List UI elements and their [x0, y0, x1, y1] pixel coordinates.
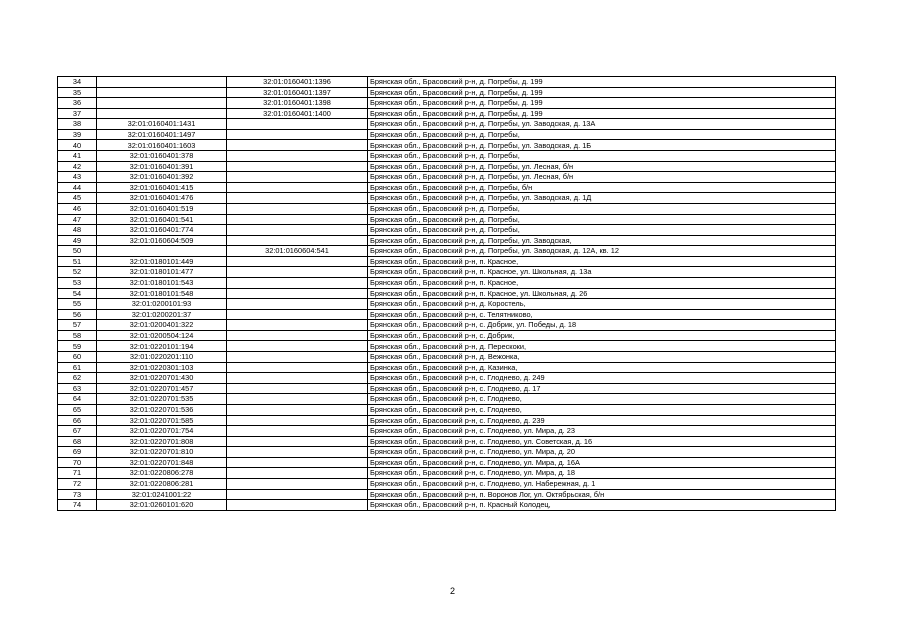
row-number-cell: 67 [58, 426, 97, 437]
cadastral-number-cell: 32:01:0220201:110 [97, 352, 227, 363]
page-number: 2 [449, 586, 455, 596]
cadastral-number-alt-cell [227, 394, 368, 405]
address-cell: Брянская обл., Брасовский р-н, д. Погребы, ул. Заводская, д. 1Д [368, 193, 836, 204]
cadastral-number-cell: 32:01:0220806:281 [97, 478, 227, 489]
address-cell: Брянская обл., Брасовский р-н, д. Погребы, ул. Заводская, д. 1Б [368, 140, 836, 151]
table-row [58, 330, 836, 341]
cadastral-number-alt-cell [227, 478, 368, 489]
address-cell: Брянская обл., Брасовский р-н, с. Глоднево, д. 17 [368, 383, 836, 394]
cadastral-number-cell: 32:01:0200101:93 [97, 299, 227, 310]
table-row [58, 172, 836, 183]
table-row [58, 119, 836, 130]
table-row [58, 225, 836, 236]
cadastral-number-cell: 32:01:0220701:535 [97, 394, 227, 405]
table-body [58, 77, 836, 511]
cadastral-number-alt-cell [227, 309, 368, 320]
cadastral-number-cell: 32:01:0260101:620 [97, 500, 227, 511]
row-number-cell: 73 [58, 489, 97, 500]
table-row [58, 352, 836, 363]
row-number-cell: 48 [58, 225, 97, 236]
cadastral-number-alt-cell [227, 468, 368, 479]
cadastral-number-cell: 32:01:0180101:543 [97, 277, 227, 288]
table-row [58, 151, 836, 162]
table-row [58, 98, 836, 109]
cadastral-number-cell: 32:01:0220701:536 [97, 404, 227, 415]
cadastral-number-alt-cell [227, 129, 368, 140]
row-number-cell: 69 [58, 447, 97, 458]
table-row [58, 140, 836, 151]
address-cell: Брянская обл., Брасовский р-н, д. Погребы, д. 199 [368, 98, 836, 109]
address-cell: Брянская обл., Брасовский р-н, п. Красное, [368, 277, 836, 288]
row-number-cell: 68 [58, 436, 97, 447]
cadastral-number-alt-cell [227, 447, 368, 458]
cadastral-number-cell: 32:01:0160401:476 [97, 193, 227, 204]
cadastral-number-cell: 32:01:0180101:548 [97, 288, 227, 299]
address-cell: Брянская обл., Брасовский р-н, с. Добрик, ул. Победы, д. 18 [368, 320, 836, 331]
cadastral-number-alt-cell [227, 341, 368, 352]
table-row [58, 320, 836, 331]
row-number-cell: 47 [58, 214, 97, 225]
row-number-cell: 56 [58, 309, 97, 320]
cadastral-number-cell: 32:01:0180101:477 [97, 267, 227, 278]
row-number-cell: 46 [58, 203, 97, 214]
row-number-cell: 36 [58, 98, 97, 109]
row-number-cell: 41 [58, 151, 97, 162]
cadastral-number-cell: 32:01:0220101:194 [97, 341, 227, 352]
row-number-cell: 66 [58, 415, 97, 426]
cadastral-number-cell: 32:01:0220806:278 [97, 468, 227, 479]
cadastral-number-alt-cell [227, 161, 368, 172]
cadastral-number-alt-cell [227, 151, 368, 162]
cadastral-number-alt-cell [227, 383, 368, 394]
row-number-cell: 63 [58, 383, 97, 394]
row-number-cell: 34 [58, 77, 97, 88]
address-cell: Брянская обл., Брасовский р-н, п. Красный Колодец, [368, 500, 836, 511]
table-row [58, 447, 836, 458]
cadastral-number-alt-cell [227, 489, 368, 500]
table-row [58, 373, 836, 384]
row-number-cell: 42 [58, 161, 97, 172]
cadastral-number-alt-cell [227, 203, 368, 214]
cadastral-number-cell [97, 98, 227, 109]
row-number-cell: 71 [58, 468, 97, 479]
cadastral-number-alt-cell [227, 256, 368, 267]
cadastral-number-cell: 32:01:0220701:848 [97, 457, 227, 468]
address-cell: Брянская обл., Брасовский р-н, с. Глоднево, [368, 404, 836, 415]
table-row [58, 193, 836, 204]
cadastral-number-alt-cell [227, 225, 368, 236]
row-number-cell: 38 [58, 119, 97, 130]
cadastral-number-cell: 32:01:0220301:103 [97, 362, 227, 373]
table-row [58, 235, 836, 246]
address-cell: Брянская обл., Брасовский р-н, с. Добрик, [368, 330, 836, 341]
table-row [58, 500, 836, 511]
cadastral-number-alt-cell [227, 267, 368, 278]
address-cell: Брянская обл., Брасовский р-н, д. Погребы, ул. Заводская, [368, 235, 836, 246]
table-row [58, 309, 836, 320]
row-number-cell: 55 [58, 299, 97, 310]
table-row [58, 77, 836, 88]
row-number-cell: 43 [58, 172, 97, 183]
address-cell: Брянская обл., Брасовский р-н, п. Красное, [368, 256, 836, 267]
address-cell: Брянская обл., Брасовский р-н, с. Глоднево, ул. Мира, д. 16А [368, 457, 836, 468]
cadastral-number-cell: 32:01:0160401:378 [97, 151, 227, 162]
table-row [58, 489, 836, 500]
cadastral-number-cell: 32:01:0200201:37 [97, 309, 227, 320]
cadastral-number-alt-cell [227, 320, 368, 331]
table-row [58, 267, 836, 278]
table-row [58, 404, 836, 415]
cadastral-number-cell: 32:01:0241001:22 [97, 489, 227, 500]
address-cell: Брянская обл., Брасовский р-н, с. Глоднево, д. 239 [368, 415, 836, 426]
address-cell: Брянская обл., Брасовский р-н, д. Погребы, [368, 225, 836, 236]
cadastral-number-alt-cell [227, 288, 368, 299]
cadastral-number-alt-cell [227, 172, 368, 183]
table-row [58, 383, 836, 394]
address-cell: Брянская обл., Брасовский р-н, с. Глоднево, ул. Советская, д. 16 [368, 436, 836, 447]
address-cell: Брянская обл., Брасовский р-н, п. Воронов Лог, ул. Октябрьская, б/н [368, 489, 836, 500]
address-cell: Брянская обл., Брасовский р-н, д. Погребы, д. 199 [368, 87, 836, 98]
address-cell: Брянская обл., Брасовский р-н, с. Глоднево, д. 249 [368, 373, 836, 384]
cadastral-number-cell: 32:01:0160401:1497 [97, 129, 227, 140]
address-cell: Брянская обл., Брасовский р-н, д. Вежонка, [368, 352, 836, 363]
row-number-cell: 62 [58, 373, 97, 384]
cadastral-number-alt-cell [227, 436, 368, 447]
row-number-cell: 54 [58, 288, 97, 299]
row-number-cell: 39 [58, 129, 97, 140]
address-cell: Брянская обл., Брасовский р-н, д. Погребы, ул. Заводская, д. 13А [368, 119, 836, 130]
register-table [57, 76, 836, 511]
table-row [58, 299, 836, 310]
cadastral-number-alt-cell [227, 352, 368, 363]
address-cell: Брянская обл., Брасовский р-н, д. Коростель, [368, 299, 836, 310]
row-number-cell: 35 [58, 87, 97, 98]
table-row [58, 457, 836, 468]
address-cell: Брянская обл., Брасовский р-н, д. Погребы, [368, 214, 836, 225]
cadastral-number-alt-cell: 32:01:0160604:541 [227, 246, 368, 257]
address-cell: Брянская обл., Брасовский р-н, с. Глоднево, ул. Мира, д. 18 [368, 468, 836, 479]
cadastral-number-cell: 32:01:0160401:415 [97, 182, 227, 193]
row-number-cell: 52 [58, 267, 97, 278]
cadastral-number-alt-cell [227, 119, 368, 130]
cadastral-number-alt-cell: 32:01:0160401:1396 [227, 77, 368, 88]
address-cell: Брянская обл., Брасовский р-н, с. Глоднево, ул. Мира, д. 20 [368, 447, 836, 458]
address-cell: Брянская обл., Брасовский р-н, д. Погребы, [368, 151, 836, 162]
row-number-cell: 58 [58, 330, 97, 341]
cadastral-number-alt-cell [227, 500, 368, 511]
address-cell: Брянская обл., Брасовский р-н, д. Погребы, ул. Лесная, б/н [368, 172, 836, 183]
cadastral-number-alt-cell: 32:01:0160401:1398 [227, 98, 368, 109]
row-number-cell: 50 [58, 246, 97, 257]
address-cell: Брянская обл., Брасовский р-н, д. Казинка, [368, 362, 836, 373]
table-row [58, 203, 836, 214]
address-cell: Брянская обл., Брасовский р-н, с. Глоднево, [368, 394, 836, 405]
row-number-cell: 61 [58, 362, 97, 373]
cadastral-number-cell: 32:01:0160401:774 [97, 225, 227, 236]
address-cell: Брянская обл., Брасовский р-н, д. Погребы, д. 199 [368, 108, 836, 119]
address-cell: Брянская обл., Брасовский р-н, д. Погребы, [368, 129, 836, 140]
table-row [58, 182, 836, 193]
row-number-cell: 64 [58, 394, 97, 405]
table-row [58, 341, 836, 352]
cadastral-number-alt-cell [227, 193, 368, 204]
row-number-cell: 40 [58, 140, 97, 151]
table-row [58, 256, 836, 267]
address-cell: Брянская обл., Брасовский р-н, д. Погребы, ул. Заводская, д. 12А, кв. 12 [368, 246, 836, 257]
row-number-cell: 44 [58, 182, 97, 193]
cadastral-number-cell: 32:01:0160604:509 [97, 235, 227, 246]
table-row [58, 87, 836, 98]
cadastral-number-alt-cell [227, 362, 368, 373]
cadastral-number-alt-cell: 32:01:0160401:1397 [227, 87, 368, 98]
cadastral-number-alt-cell [227, 373, 368, 384]
table-row [58, 468, 836, 479]
table-row [58, 436, 836, 447]
cadastral-number-cell: 32:01:0160401:1603 [97, 140, 227, 151]
table-row [58, 394, 836, 405]
table-row [58, 214, 836, 225]
cadastral-number-alt-cell [227, 457, 368, 468]
row-number-cell: 37 [58, 108, 97, 119]
row-number-cell: 53 [58, 277, 97, 288]
address-cell: Брянская обл., Брасовский р-н, с. Телятниково, [368, 309, 836, 320]
table-row [58, 415, 836, 426]
cadastral-number-cell: 32:01:0160401:541 [97, 214, 227, 225]
cadastral-number-alt-cell: 32:01:0160401:1400 [227, 108, 368, 119]
cadastral-number-alt-cell [227, 235, 368, 246]
cadastral-number-cell [97, 108, 227, 119]
row-number-cell: 72 [58, 478, 97, 489]
cadastral-number-alt-cell [227, 277, 368, 288]
cadastral-number-cell: 32:01:0220701:754 [97, 426, 227, 437]
address-cell: Брянская обл., Брасовский р-н, д. Перескоки, [368, 341, 836, 352]
row-number-cell: 51 [58, 256, 97, 267]
cadastral-number-cell: 32:01:0160401:1431 [97, 119, 227, 130]
cadastral-number-alt-cell [227, 415, 368, 426]
address-cell: Брянская обл., Брасовский р-н, п. Красное, ул. Школьная, д. 13а [368, 267, 836, 278]
table-row [58, 288, 836, 299]
address-cell: Брянская обл., Брасовский р-н, п. Красное, ул. Школьная, д. 26 [368, 288, 836, 299]
cadastral-number-cell: 32:01:0220701:585 [97, 415, 227, 426]
address-cell: Брянская обл., Брасовский р-н, д. Погребы, б/н [368, 182, 836, 193]
address-cell: Брянская обл., Брасовский р-н, д. Погребы, [368, 203, 836, 214]
cadastral-number-alt-cell [227, 299, 368, 310]
row-number-cell: 57 [58, 320, 97, 331]
cadastral-number-cell: 32:01:0200504:124 [97, 330, 227, 341]
cadastral-number-alt-cell [227, 182, 368, 193]
table-row [58, 362, 836, 373]
cadastral-number-alt-cell [227, 330, 368, 341]
cadastral-number-cell: 32:01:0160401:392 [97, 172, 227, 183]
cadastral-number-alt-cell [227, 140, 368, 151]
row-number-cell: 60 [58, 352, 97, 363]
cadastral-number-cell: 32:01:0200401:322 [97, 320, 227, 331]
table-row [58, 426, 836, 437]
table-row [58, 129, 836, 140]
table-row [58, 108, 836, 119]
cadastral-number-cell: 32:01:0220701:808 [97, 436, 227, 447]
address-cell: Брянская обл., Брасовский р-н, д. Погребы, ул. Лесная, б/н [368, 161, 836, 172]
cadastral-number-alt-cell [227, 426, 368, 437]
cadastral-number-cell [97, 87, 227, 98]
cadastral-number-cell: 32:01:0180101:449 [97, 256, 227, 267]
address-cell: Брянская обл., Брасовский р-н, с. Глоднево, ул. Мира, д. 23 [368, 426, 836, 437]
table-row [58, 246, 836, 257]
row-number-cell: 74 [58, 500, 97, 511]
table-row [58, 478, 836, 489]
row-number-cell: 59 [58, 341, 97, 352]
cadastral-number-alt-cell [227, 214, 368, 225]
table-row [58, 277, 836, 288]
cadastral-number-alt-cell [227, 404, 368, 415]
row-number-cell: 70 [58, 457, 97, 468]
table-row [58, 161, 836, 172]
cadastral-number-cell: 32:01:0220701:430 [97, 373, 227, 384]
cadastral-number-cell: 32:01:0160401:519 [97, 203, 227, 214]
cadastral-number-cell: 32:01:0220701:457 [97, 383, 227, 394]
row-number-cell: 65 [58, 404, 97, 415]
cadastral-number-cell [97, 77, 227, 88]
address-cell: Брянская обл., Брасовский р-н, с. Глоднево, ул. Набережная, д. 1 [368, 478, 836, 489]
row-number-cell: 45 [58, 193, 97, 204]
address-cell: Брянская обл., Брасовский р-н, д. Погребы, д. 199 [368, 77, 836, 88]
cadastral-number-cell [97, 246, 227, 257]
cadastral-number-cell: 32:01:0220701:810 [97, 447, 227, 458]
cadastral-number-cell: 32:01:0160401:391 [97, 161, 227, 172]
row-number-cell: 49 [58, 235, 97, 246]
